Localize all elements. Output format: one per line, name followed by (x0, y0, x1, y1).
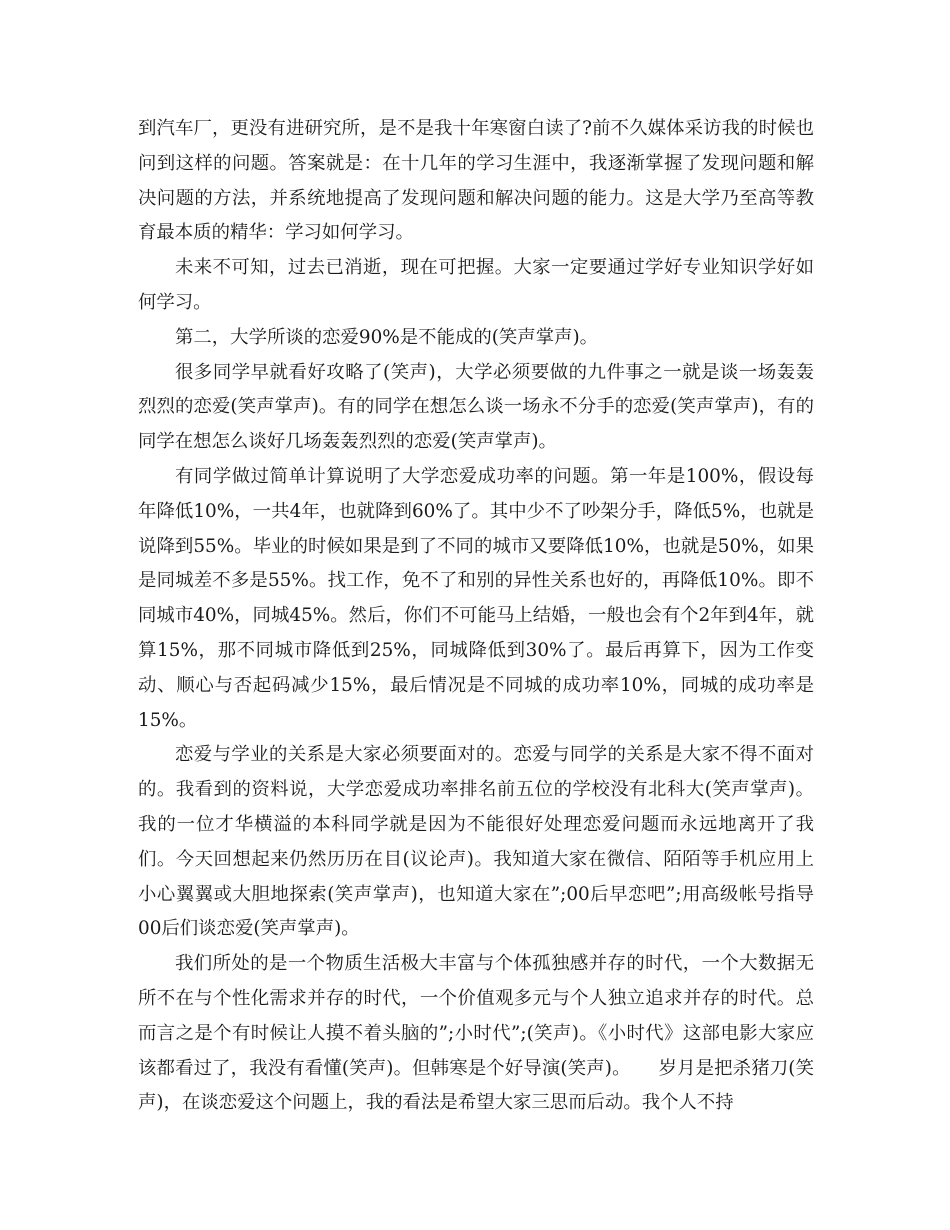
paragraph: 有同学做过简单计算说明了大学恋爱成功率的问题。第一年是100%，假设每年降低10%，一共4年，也就降到60%了。其中少不了吵架分手，降低5%，也就是说降到55%。毕业的时候如果是到了不同的城市又要降低10%，也就是50%，如果是同城差不多是55%。找工作，免不了和别的异性关系也好的，再降低10%。即不同城市40%，同城45%。然后，你们不可能马上结婚，一般也会有个2年到4年，就算15%，那不同城市降低到25%，同城降低到30%了。最后再算下，因为工作变动、顺心与否起码减少15%，最后情况是不同城的成功率10%，同城的成功率是15%。 (138, 465, 814, 731)
paragraph: 到汽车厂，更没有进研究所，是不是我十年寒窗白读了?前不久媒体采访我的时候也问到这样的问题。答案就是：在十几年的学习生涯中，我逐渐掌握了发现问题和解决问题的方法，并系统地提高了发现问题和解决问题的能力。这是大学乃至高等教育最本质的精华：学习如何学习。 (138, 118, 814, 244)
paragraph: 第二，大学所谈的恋爱90%是不能成的(笑声掌声)。 (175, 326, 599, 348)
paragraph: 未来不可知，过去已消逝，现在可把握。大家一定要通过学好专业知识学好如何学习。 (138, 257, 814, 313)
paragraph: 我们所处的是一个物质生活极大丰富与个体孤独感并存的时代，一个大数据无所不在与个性化需求并存的时代，一个价值观多元与个人独立追求并存的时代。总而言之是个有时候让人摸不着头脑的”;小时代”;(笑声)。《小时代》这部电影大家应该都看过了，我没有看懂(笑声)。但韩寒是个好导演(笑声)。 岁月是把杀猪刀(笑声)，在谈恋爱这个问题上，我的看法是希望大家三思而后动。我个人不持 (138, 953, 814, 1114)
document-body (138, 112, 814, 1121)
paragraph: 很多同学早就看好攻略了(笑声)，大学必须要做的九件事之一就是谈一场轰轰烈烈的恋爱(笑声掌声)。有的同学在想怎么谈一场永不分手的恋爱(笑声掌声)，有的同学在想怎么谈好几场轰轰烈烈的恋爱(笑声掌声)。 (138, 361, 814, 453)
paragraph: 恋爱与学业的关系是大家必须要面对的。恋爱与同学的关系是大家不得不面对的。我看到的资料说，大学恋爱成功率排名前五位的学校没有北科大(笑声掌声)。我的一位才华横溢的本科同学就是因为不能很好处理恋爱问题而永远地离开了我们。今天回想起来仍然历历在目(议论声)。我知道大家在微信、陌陌等手机应用上小心翼翼或大胆地探索(笑声掌声)，也知道大家在”;00后早恋吧”;用高级帐号指导00后们谈恋爱(笑声掌声)。 (138, 744, 814, 940)
